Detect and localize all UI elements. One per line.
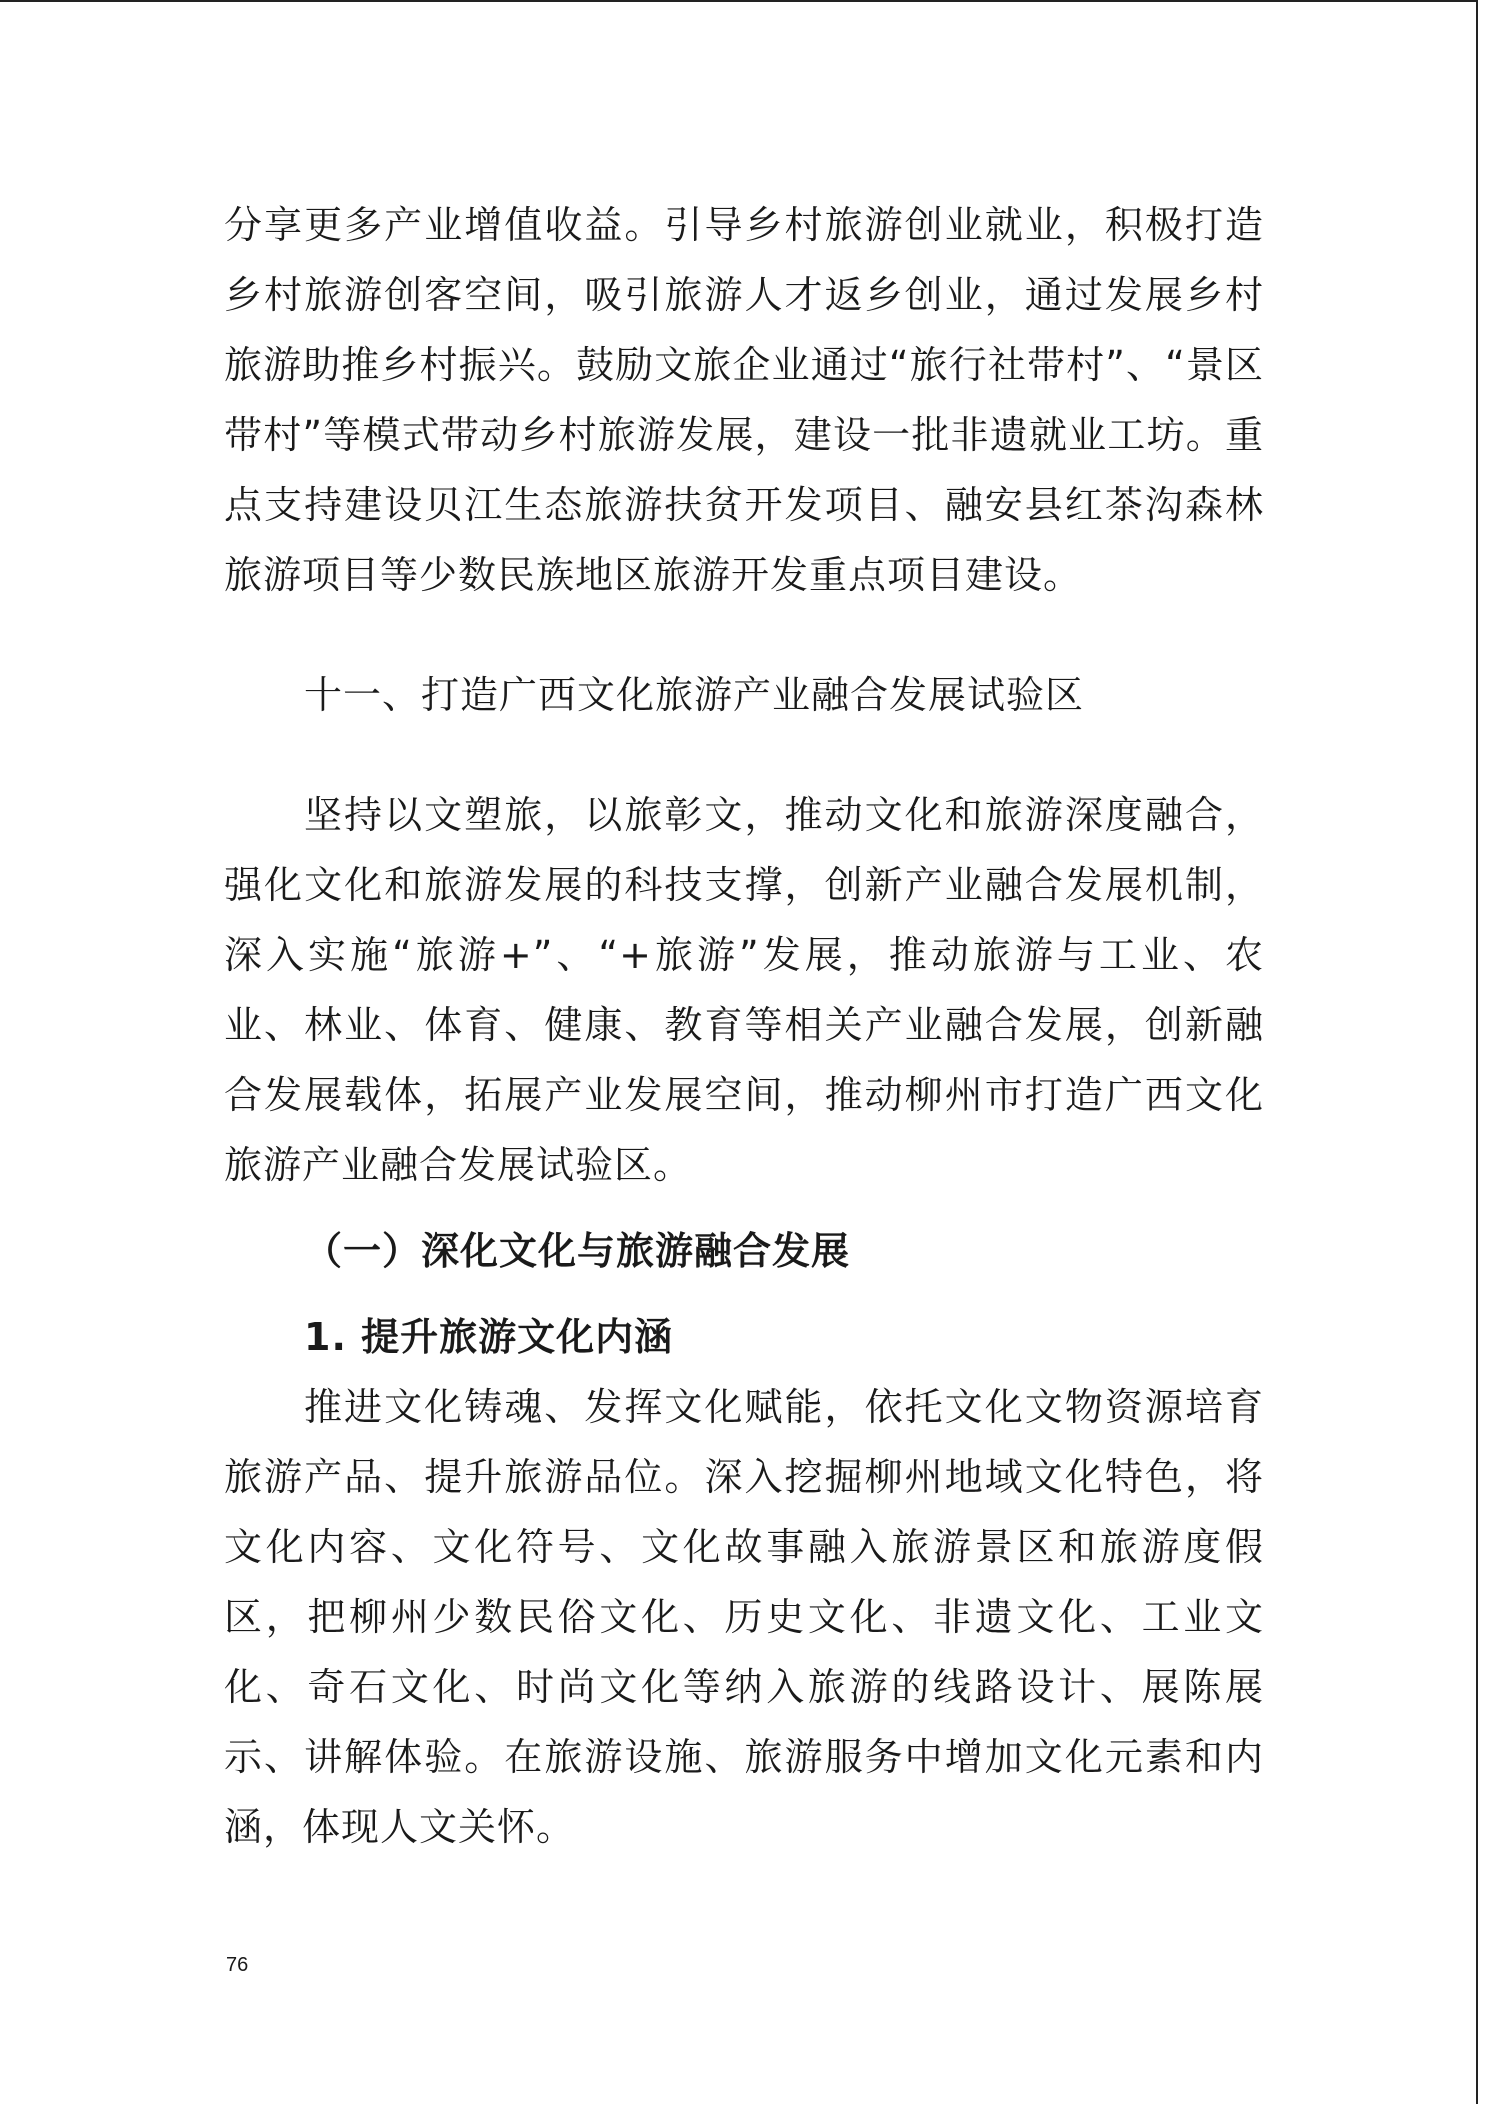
paragraph-integration: 坚持以文塑旅，以旅彰文，推动文化和旅游深度融合，强化文化和旅游发展的科技支撑，创新产业融合发展机制，深入实施“旅游+”、“+旅游”发展，推动旅游与工业、农业、林业、体育、健康、教育等相关产业融合发展，创新融合发展载体，拓展产业发展空间，推动柳州市打造广西文化旅游产业融合发展试验区。 — [224, 793, 1264, 1187]
document-body — [224, 190, 1264, 1862]
item-heading: 1. 提升旅游文化内涵 — [304, 1315, 674, 1359]
paragraph-cultural-connotation: 推进文化铸魂、发挥文化赋能，依托文化文物资源培育旅游产品、提升旅游品位。深入挖掘柳州地域文化特色，将文化内容、文化符号、文化故事融入旅游景区和旅游度假区，把柳州少数民俗文化、历史文化、非遗文化、工业文化、奇石文化、时尚文化等纳入旅游的线路设计、展陈展示、讲解体验。在旅游设施、旅游服务中增加文化元素和内涵，体现人文关怀。 — [224, 1385, 1264, 1849]
section-heading: 十一、打造广西文化旅游产业融合发展试验区 — [304, 673, 1085, 717]
paragraph-rural-tourism: 分享更多产业增值收益。引导乡村旅游创业就业，积极打造乡村旅游创客空间，吸引旅游人才返乡创业，通过发展乡村旅游助推乡村振兴。鼓励文旅企业通过“旅行社带村”、“景区带村”等模式带动乡村旅游发展，建设一批非遗就业工坊。重点支持建设贝江生态旅游扶贫开发项目、融安县红茶沟森林旅游项目等少数民族地区旅游开发重点项目建设。 — [224, 203, 1264, 597]
subsection-heading: （一）深化文化与旅游融合发展 — [304, 1229, 851, 1273]
page-number: 76 — [226, 1954, 249, 1976]
